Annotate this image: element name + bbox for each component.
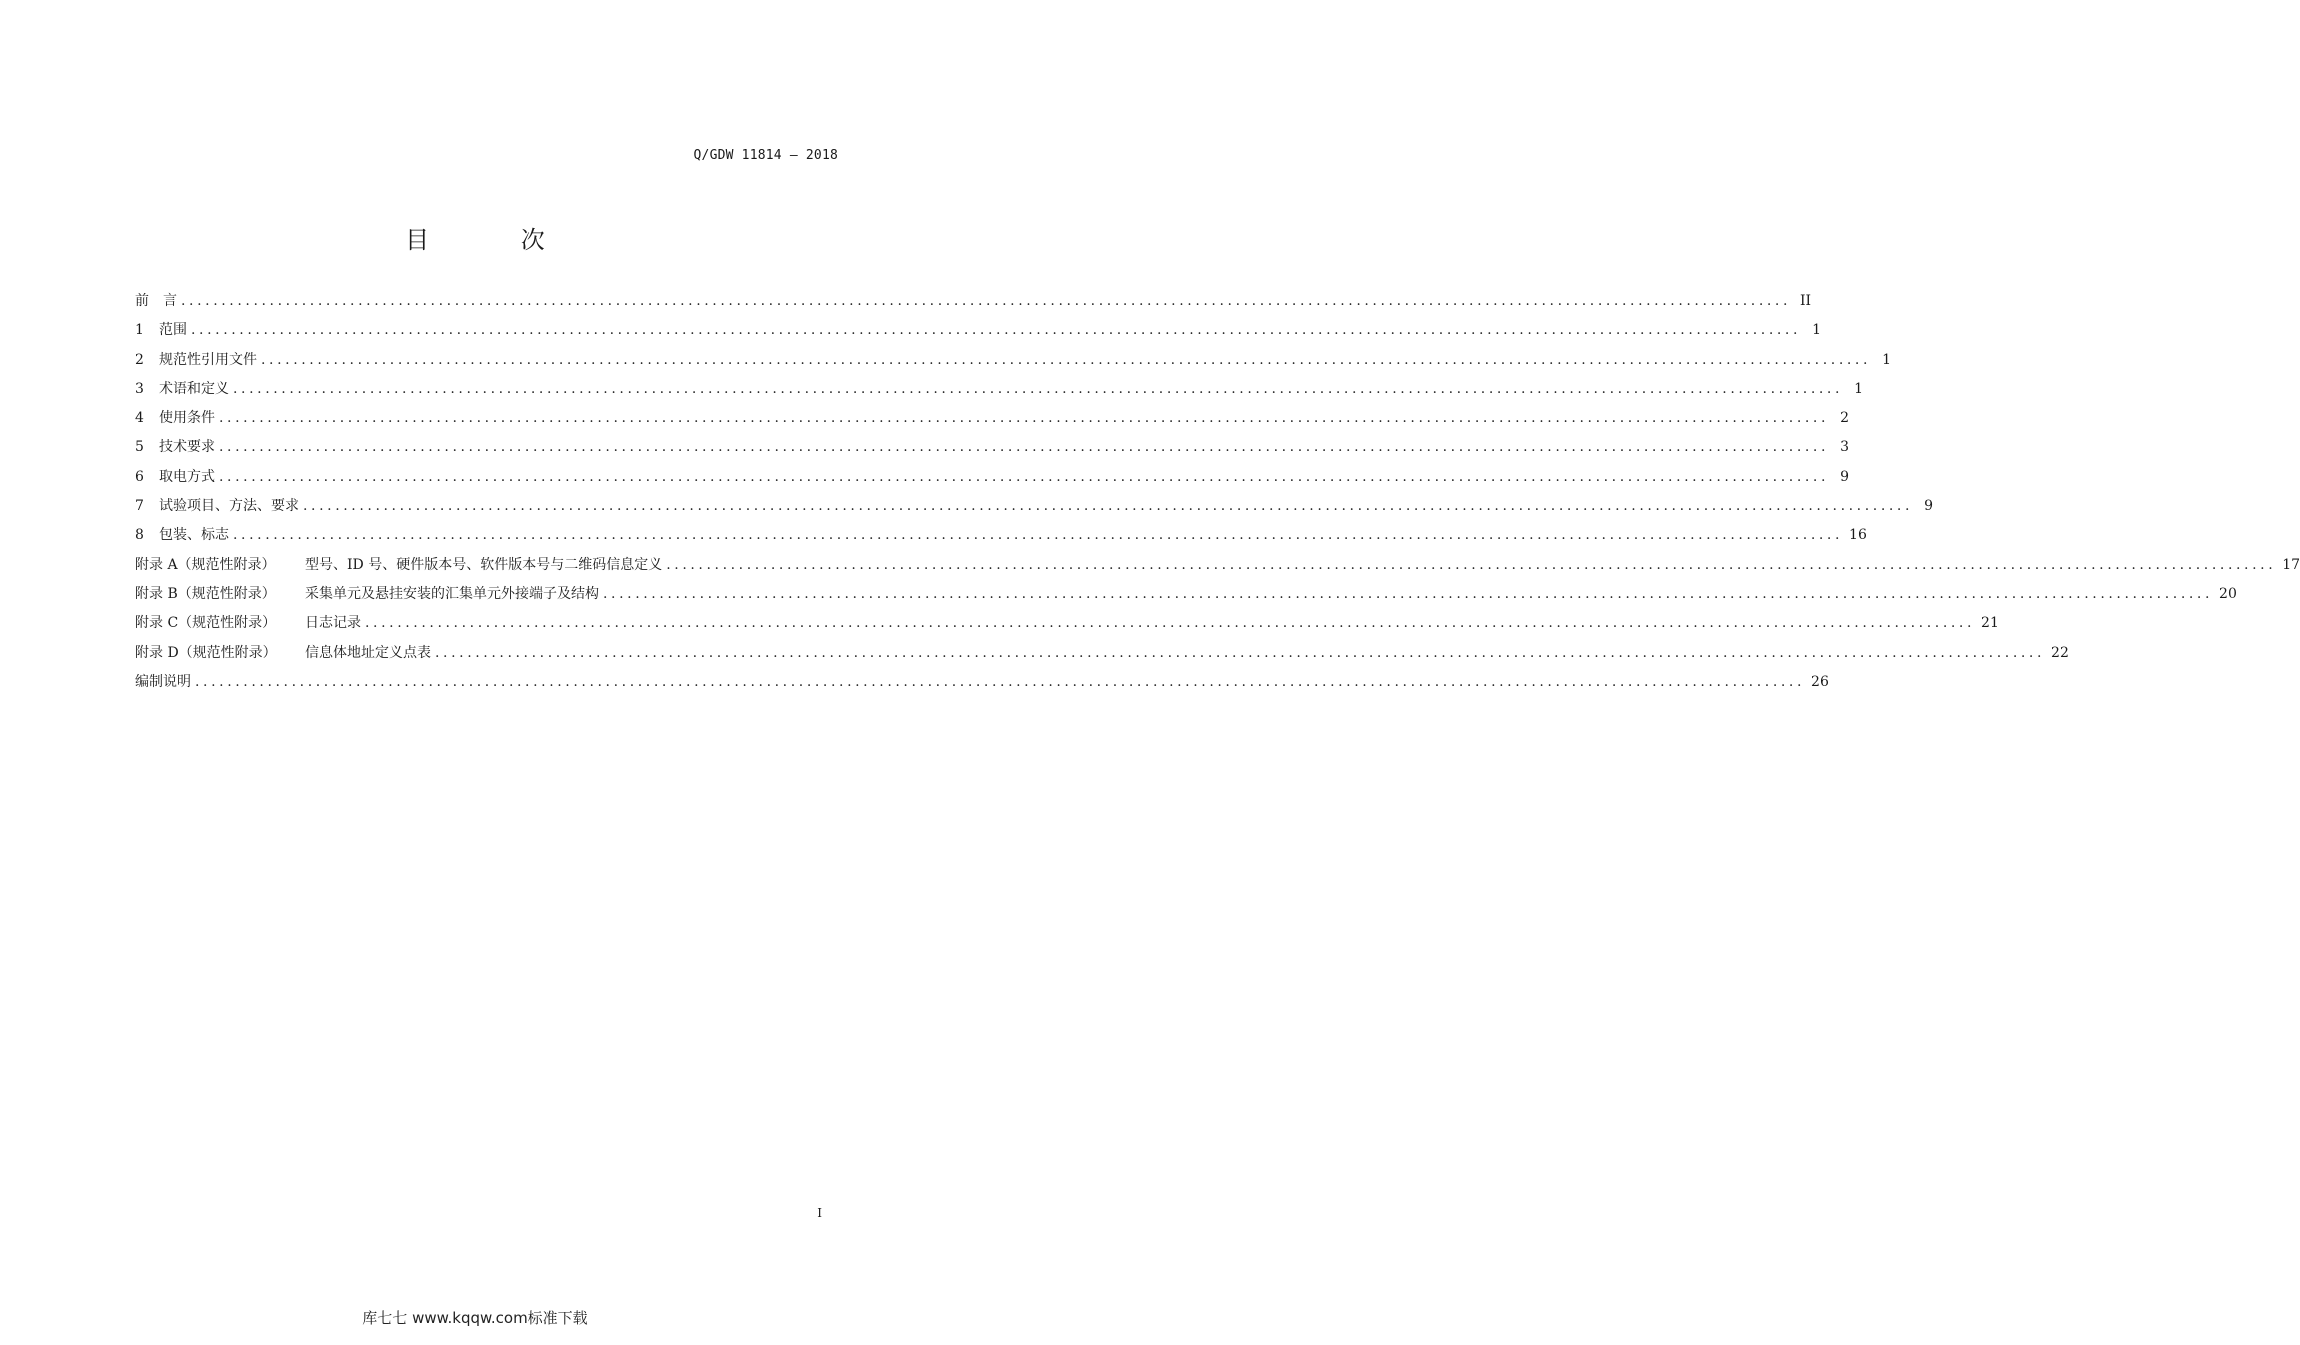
toc-leader-dots: ........................................................................................................................................................................................................ (435, 644, 2046, 661)
toc-entry-page: 1 (1812, 322, 1822, 339)
toc-entry-appendix-a[interactable] (135, 554, 2300, 583)
toc-leader-dots: ........................................................................................................................................................................................................ (365, 615, 1976, 632)
toc-leader-dots: ........................................................................................................................................................................................................ (261, 351, 1872, 368)
toc-entry-label: 取电方式 (159, 468, 215, 485)
toc-leader-dots: ........................................................................................................................................................................................................ (219, 468, 1830, 485)
toc-entry-appendix-d[interactable] (135, 642, 2069, 671)
page-number: I (817, 1206, 822, 1220)
toc-leader-dots: ........................................................................................................................................................................................................ (303, 498, 1914, 515)
toc-entry-page: II (1799, 293, 1812, 309)
toc-entry-page: 9 (1924, 498, 1934, 515)
toc-entry-page: 26 (1811, 673, 1829, 690)
toc-entry-label: 使用条件 (159, 410, 215, 427)
toc-entry-compilation-notes[interactable] (135, 671, 1829, 700)
toc-leader-dots: ........................................................................................................................................................................................................ (603, 585, 2214, 602)
toc-entry-number: 5 (135, 439, 144, 456)
toc-entry-number: 1 (135, 322, 144, 339)
toc-entry-technical-requirements[interactable] (135, 436, 1850, 465)
toc-entry-test-items[interactable] (135, 495, 1934, 524)
toc-entry-label: 编制说明 (135, 673, 191, 690)
toc-entry-number: 8 (135, 527, 144, 544)
toc-leader-dots: ........................................................................................................................................................................................................ (219, 439, 1830, 456)
toc-entry-number: 7 (135, 498, 144, 515)
toc-entry-label: 信息体地址定义点表 (305, 644, 431, 661)
toc-appendix-tag: 附录 B（规范性附录） (135, 585, 276, 602)
toc-entry-page: 1 (1854, 380, 1864, 397)
toc-entry-appendix-c[interactable] (135, 612, 1999, 641)
toc-entry-page: 9 (1840, 468, 1850, 485)
toc-appendix-tag: 附录 C（规范性附录） (135, 615, 277, 632)
toc-appendix-tag: 附录 A（规范性附录） (135, 556, 276, 573)
toc-appendix-tag: 附录 D（规范性附录） (135, 644, 277, 661)
toc-entry-label: 规范性引用文件 (159, 351, 257, 368)
toc-entry-number: 4 (135, 410, 144, 427)
toc-entry-label: 采集单元及悬挂安装的汇集单元外接端子及结构 (305, 585, 599, 602)
toc-entry-label: 试验项目、方法、要求 (159, 498, 299, 515)
toc-entry-page: 22 (2051, 644, 2069, 661)
toc-entry-packaging-marking[interactable] (135, 524, 1867, 553)
toc-entry-page: 2 (1840, 410, 1850, 427)
toc-entry-number: 6 (135, 468, 144, 485)
toc-entry-page: 16 (1849, 527, 1867, 544)
toc-entry-label: 技术要求 (159, 439, 215, 456)
toc-leader-dots: ........................................................................................................................................................................................................ (219, 410, 1830, 427)
standard-code: Q/GDW 11814 — 2018 (693, 148, 838, 163)
table-of-contents (135, 290, 2300, 700)
toc-entry-scope[interactable] (135, 319, 1822, 348)
toc-entry-number: 3 (135, 380, 144, 397)
toc-leader-dots: ........................................................................................................................................................................................................ (666, 556, 2277, 573)
toc-entry-normative-references[interactable] (135, 349, 1892, 378)
toc-leader-dots: ........................................................................................................................................................................................................ (191, 322, 1802, 339)
toc-entry-page: 17 (2282, 556, 2300, 573)
footer-watermark: 库七七 www.kqqw.com标准下载 (362, 1309, 588, 1327)
toc-entry-appendix-b[interactable] (135, 583, 2237, 612)
toc-leader-dots: ........................................................................................................................................................................................................ (195, 673, 1806, 690)
toc-entry-terms-definitions[interactable] (135, 378, 1864, 407)
toc-entry-label: 范围 (159, 322, 187, 339)
toc-leader-dots: ........................................................................................................................................................................................................ (181, 293, 1792, 309)
page-title: 目 次 (405, 226, 587, 254)
toc-entry-label: 型号、ID 号、硬件版本号、软件版本号与二维码信息定义 (305, 556, 663, 573)
toc-entry-page: 21 (1981, 615, 1999, 632)
toc-entry-page: 20 (2219, 585, 2237, 602)
toc-entry-page: 3 (1840, 439, 1850, 456)
toc-entry-label: 包装、标志 (159, 527, 229, 544)
toc-entry-label: 术语和定义 (159, 380, 229, 397)
toc-entry-conditions-of-use[interactable] (135, 407, 1850, 436)
toc-entry-label: 前 言 (135, 293, 177, 309)
toc-entry-power-supply-method[interactable] (135, 466, 1850, 495)
toc-leader-dots: ........................................................................................................................................................................................................ (233, 527, 1844, 544)
toc-entry-label: 日志记录 (305, 615, 361, 632)
toc-leader-dots: ........................................................................................................................................................................................................ (233, 380, 1844, 397)
toc-entry-number: 2 (135, 351, 144, 368)
toc-entry-page: 1 (1882, 351, 1892, 368)
toc-entry-foreword[interactable] (135, 290, 1812, 319)
